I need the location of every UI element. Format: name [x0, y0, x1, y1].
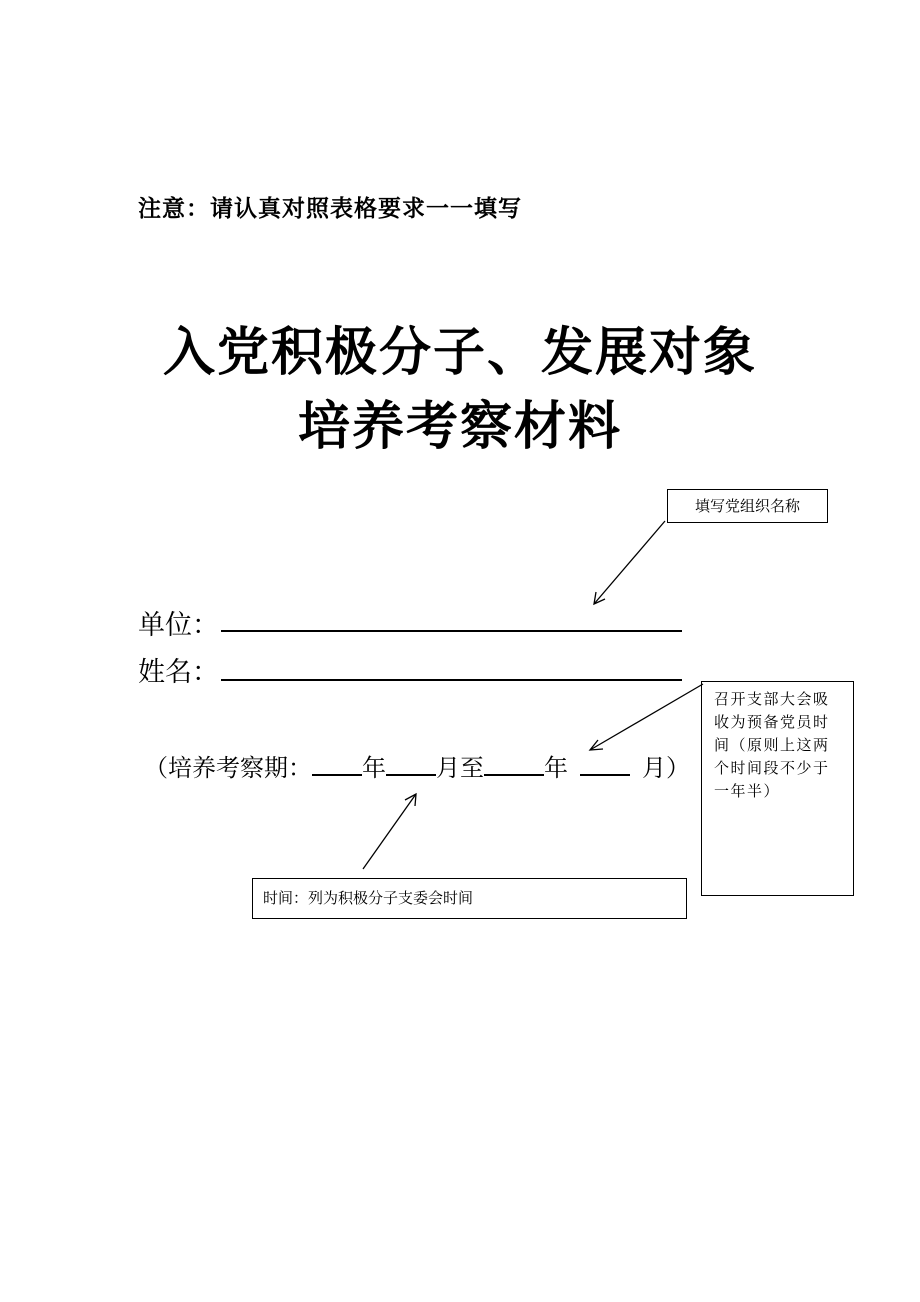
- page-title-line-2: 培养考察材料: [297, 396, 622, 457]
- end-month-label: 月）: [642, 754, 690, 782]
- end-year-label: 年: [544, 754, 568, 782]
- notice-text: 注意：请认真对照表格要求一一填写: [138, 195, 522, 222]
- activist-time-callout-text: 时间：列为积极分子支委会时间: [263, 889, 474, 907]
- page-title-line-1: 入党积极分子、发展对象: [162, 322, 757, 383]
- meeting-time-arrowhead: [590, 740, 603, 750]
- unit-label: 单位：: [138, 610, 219, 641]
- org-name-callout-text: 填写党组织名称: [694, 497, 800, 515]
- name-label: 姓名：: [138, 657, 219, 688]
- start-year-label: 年: [362, 754, 386, 782]
- meeting-time-arrow: [590, 684, 703, 750]
- org-name-arrow: [594, 521, 665, 604]
- meeting-time-callout-text: 召开支部大会吸收为预备党员时间（原则上这两个时间段不少于一年半）: [714, 690, 830, 800]
- start-month-label: 月至: [436, 754, 484, 782]
- activist-time-arrow: [363, 794, 416, 869]
- period-open-label: （培养考察期：: [144, 754, 312, 782]
